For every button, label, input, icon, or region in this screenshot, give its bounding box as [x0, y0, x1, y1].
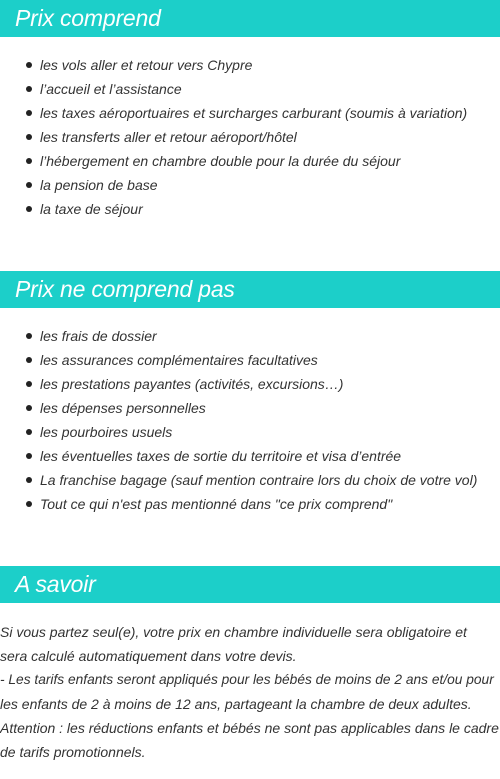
bullet-icon — [26, 62, 32, 68]
list-item-text: les taxes aéroportuaires et surcharges carburant (soumis à variation) — [40, 105, 468, 121]
bullet-icon — [26, 477, 32, 483]
list-item — [0, 468, 500, 492]
info-paragraph — [0, 620, 500, 764]
list-item — [0, 396, 500, 420]
section-title-excluded: Prix ne comprend pas — [0, 271, 500, 308]
list-item-text: l’accueil et l’assistance — [40, 81, 182, 97]
bullet-icon — [26, 110, 32, 116]
bullet-icon — [26, 357, 32, 363]
bullet-icon — [26, 405, 32, 411]
section-title-included: Prix comprend — [0, 0, 500, 37]
info-line: sera calculé automatiquement dans votre devis. — [0, 648, 297, 664]
list-item — [0, 348, 500, 372]
section-title-info: A savoir — [0, 566, 500, 603]
bullet-icon — [26, 182, 32, 188]
info-line: Attention : les réductions enfants et bébés ne sont pas applicables dans le cadre — [0, 720, 499, 736]
list-item — [0, 101, 500, 125]
bullet-icon — [26, 333, 32, 339]
bullet-icon — [26, 158, 32, 164]
list-item — [0, 420, 500, 444]
bullet-icon — [26, 501, 32, 507]
bullet-icon — [26, 86, 32, 92]
list-item-text: les vols aller et retour vers Chypre — [40, 57, 253, 73]
list-item-text: les éventuelles taxes de sortie du territoire et visa d’entrée — [40, 448, 402, 464]
list-item-text: la taxe de séjour — [40, 201, 143, 217]
list-item — [0, 444, 500, 468]
bullet-icon — [26, 381, 32, 387]
list-item-text: les prestations payantes (activités, excursions…) — [40, 376, 344, 392]
list-item-text: la pension de base — [40, 177, 158, 193]
bullet-icon — [26, 429, 32, 435]
list-item — [0, 197, 500, 221]
list-item-text: les dépenses personnelles — [40, 400, 206, 416]
info-line: les enfants de 2 à moins de 12 ans, partageant la chambre de deux adultes. — [0, 696, 472, 712]
list-item-text: les transferts aller et retour aéroport/hôtel — [40, 129, 297, 145]
excluded-list — [0, 324, 500, 516]
list-item-text: l’hébergement en chambre double pour la durée du séjour — [40, 153, 401, 169]
list-item — [0, 125, 500, 149]
list-item — [0, 492, 500, 516]
list-item — [0, 149, 500, 173]
list-item-text: les assurances complémentaires facultatives — [40, 352, 318, 368]
info-line: Si vous partez seul(e), votre prix en chambre individuelle sera obligatoire et — [0, 624, 467, 640]
info-line: - Les tarifs enfants seront appliqués pour les bébés de moins de 2 ans et/ou pour — [0, 672, 494, 687]
list-item — [0, 77, 500, 101]
list-item — [0, 324, 500, 348]
list-item — [0, 372, 500, 396]
bullet-icon — [26, 453, 32, 459]
list-item-text: Tout ce qui n'est pas mentionné dans "ce prix comprend" — [40, 496, 393, 512]
list-item-text: les pourboires usuels — [40, 424, 173, 440]
list-item-text: La franchise bagage (sauf mention contraire lors du choix de votre vol) — [40, 472, 478, 488]
list-item — [0, 53, 500, 77]
list-item-text: les frais de dossier — [40, 328, 157, 344]
list-item — [0, 173, 500, 197]
bullet-icon — [26, 206, 32, 212]
info-line: de tarifs promotionnels. — [0, 744, 146, 760]
bullet-icon — [26, 134, 32, 140]
included-list — [0, 53, 500, 221]
